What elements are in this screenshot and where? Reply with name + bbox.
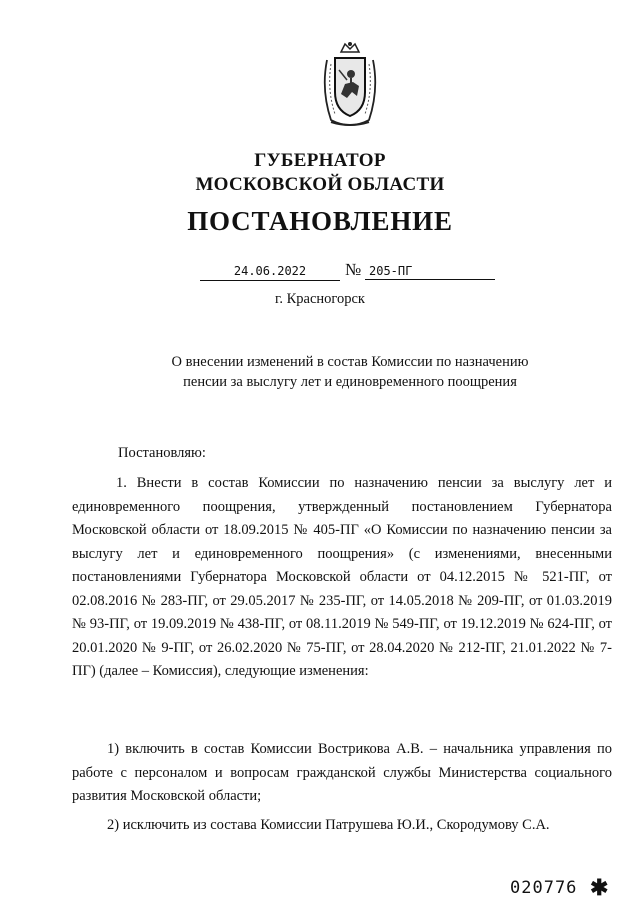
list-item-1: 1) включить в состав Комиссии Вострикова А.В. – начальника управления по работе с персоналом и вопросам гражданской службы Министерства социального развития Московской области; (72, 741, 612, 804)
star-mark: ✱ (590, 875, 609, 900)
city-line: г. Красногорск (275, 291, 365, 307)
document-subject (140, 352, 560, 392)
registration-number: 020776 (510, 878, 578, 898)
number-sign: № (345, 260, 362, 279)
issuer-title-line1: ГУБЕРНАТОР (254, 150, 386, 171)
paragraph-1: 1. Внести в состав Комиссии по назначению пенсии за выслугу лет и единовременного поощрения, утвержденный постановлением Губернатора Московской области от 18.09.2015 № 405-ПГ «О Комиссии по назначению пенсии за выслугу лет и единовременного поощрения» (с изменениями, внесенными постановлениями Губернатора Московской области от 04.12.2015 № 521-ПГ, от 02.08.2016 № 283-ПГ, от 29.05.2017 № 235-ПГ, от 14.05.2018 № 209-ПГ, от 01.03.2019 № 93-ПГ, от 19.09.2019 № 438-ПГ, от 08.11.2019 № 549-ПГ, от 19.12.2019 № 624-ПГ, от 20.01.2020 № 9-ПГ, от 26.02.2020 № 75-ПГ, от 28.04.2020 № 212-ПГ, 21.01.2022 № 7-ПГ) (далее – Комиссия), следующие изменения: (72, 475, 612, 679)
list-item-2: 2) исключить из состава Комиссии Патрушева Ю.И., Скородумову С.А. (107, 817, 550, 833)
issuer-title-line2: МОСКОВСКОЙ ОБЛАСТИ (195, 174, 445, 195)
subject-line1: О внесении изменений в состав Комиссии по назначению (171, 354, 529, 370)
coat-of-arms-emblem (317, 40, 383, 130)
document-type-heading: ПОСТАНОВЛЕНИЕ (187, 206, 453, 236)
document-number: 205-ПГ (365, 262, 495, 280)
resolve-label: Постановляю: (118, 445, 206, 461)
subject-line2: пенсии за выслугу лет и единовременного поощрения (183, 374, 517, 390)
document-date: 24.06.2022 (200, 262, 340, 281)
